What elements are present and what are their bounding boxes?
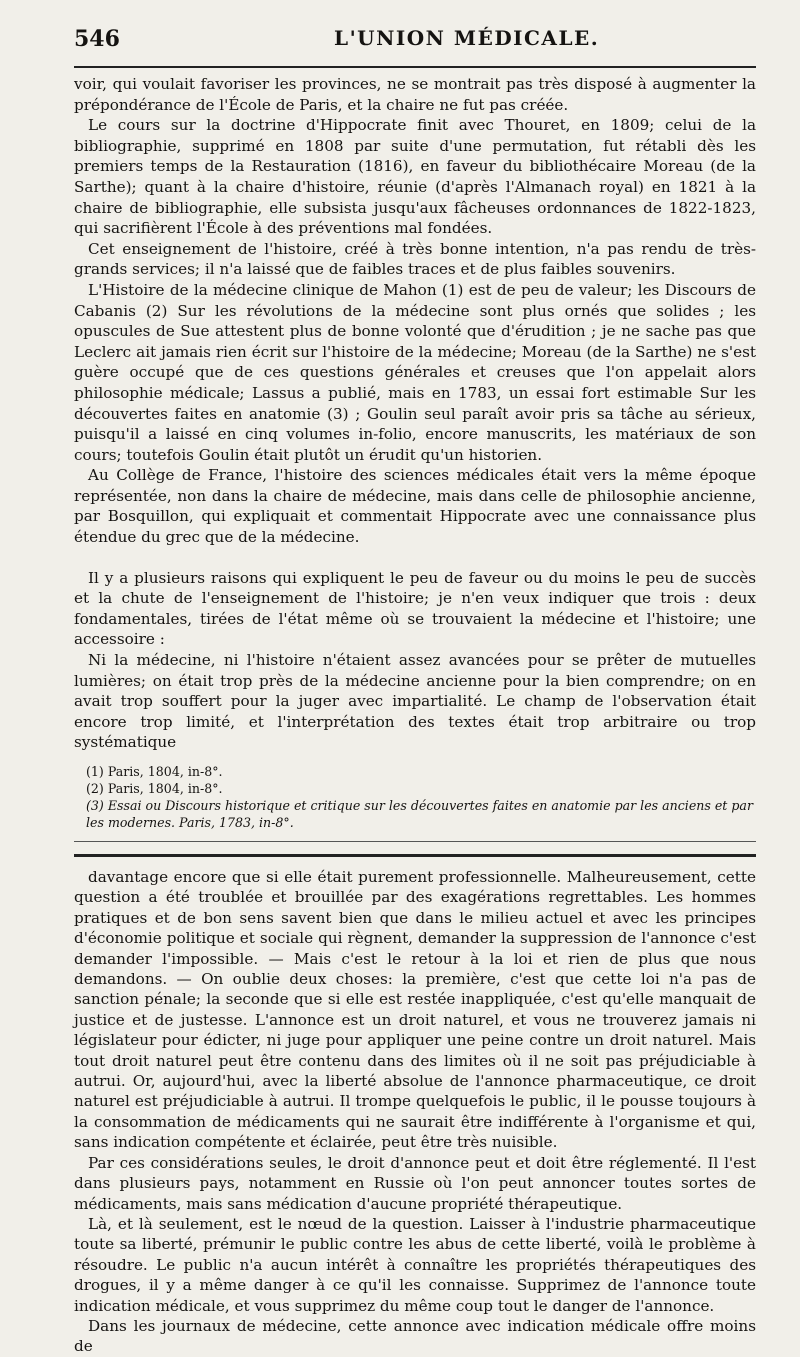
running-head: L'UNION MÉDICALE. bbox=[334, 26, 600, 50]
section-separator bbox=[74, 854, 756, 857]
page-header bbox=[74, 18, 756, 62]
header-rule bbox=[74, 66, 756, 68]
footnote-rule bbox=[74, 841, 756, 842]
footnote: (2) Paris, 1804, in-8°. bbox=[86, 781, 223, 796]
footnote: (1) Paris, 1804, in-8°. bbox=[86, 764, 223, 779]
paragraph: L'Histoire de la médecine clinique de Mahon (1) est de peu de valeur; les Discours de Cabanis (2) Sur les révolutions de la médecine sont plus ornés que solides ; les opuscules de Sue attestent plus de bonne volonté que d'érudition ; je ne sache pas que Leclerc ait jamais rien écrit sur l'histoire de la médecine; Moreau (de la Sarthe) ne s'est guère occupé que de ces questions générales et creuses que l'on appelait alors philosophie médicale; Lassus a publié, mais en 1783, un essai fort estimable Sur les découvertes faites en anatomie (3) ; Goulin seul paraît avoir pris sa tâche au sérieux, puisqu'il a laissé en cinq volumes in-folio, encore manuscrits, les matériaux de son cours; toutefois Goulin était plutôt un érudit qu'un historien. bbox=[74, 280, 756, 464]
paragraph: Là, et là seulement, est le nœud de la question. Laisser à l'industrie pharmaceutique toute sa liberté, prémunir le public contre les abus de cette liberté, voilà le problème à résoudre. Le public n'a aucun intérêt à connaître les propriétés thérapeutiques des drogues, il y a même danger à ce qu'il les connaisse. Supprimez de l'annonce toute indication médicale, et vous supprimez du même coup tout le danger de l'annonce. bbox=[74, 1214, 756, 1315]
paragraph: Cet enseignement de l'histoire, créé à très bonne intention, n'a pas rendu de très-grands services; il n'a laissé que de faibles traces et de plus faibles souvenirs. bbox=[74, 239, 756, 279]
paragraph: voir, qui voulait favoriser les provinces, ne se montrait pas très disposé à augmenter la prépondérance de l'École de Paris, et la chaire ne fut pas créée. bbox=[74, 75, 756, 114]
paragraph: Par ces considérations seules, le droit d'annonce peut et doit être réglementé. Il l'est dans plusieurs pays, notamment en Russie où l'on peut annoncer toutes sortes de médicaments, mais sans médication d'aucune propriété thérapeutique. bbox=[74, 1153, 756, 1213]
paragraph: Ni la médecine, ni l'histoire n'étaient assez avancées pour se prêter de mutuelles lumières; on était trop près de la médecine ancienne pour la bien comprendre; on en avait trop souffert pour la juger avec impartialité. Le champ de l'observation était encore trop limité, et l'interprétation des textes était trop arbitraire ou trop systématique bbox=[74, 651, 756, 752]
paragraph: davantage encore que si elle était purement professionnelle. Malheureusement, cette question a été troublée et brouillée par des exagérations regrettables. Les hommes pratiques et de bon sens savent bien que dans le milieu actuel et avec les principes d'économie politique et sociale qui règnent, demander la suppression de l'annonce c'est demander l'impossible. — Mais c'est le retour à la loi et rien de plus que nous demandons. — On oublie deux choses: la première, c'est que cette loi n'a pas de sanction pénale; la seconde que si elle est restée inappliquée, c'est qu'elle manquait de justice et de justesse. L'annonce est un droit naturel, et vous ne trouverez jamais ni législateur pour édicter, ni juge pour appliquer une peine contre un droit naturel. Mais tout droit naturel peut être contenu dans des limites où il ne soit pas préjudiciable à autrui. Or, aujourd'hui, avec la liberté absolue de l'annonce pharmaceutique, ce droit naturel est préjudiciable à autrui. Il trompe quelquefois le public, il le pousse toujours à la consommation de médicaments qui ne saurait être indifférente à l'organisme et qui, sans indication compétente et éclairée, peut être très nuisible. bbox=[74, 868, 756, 1152]
paragraph: Il y a plusieurs raisons qui expliquent le peu de faveur ou du moins le peu de succès et la chute de l'enseignement de l'histoire; je n'en veux indiquer que trois : deux fondamentales, tirées de l'état même où se trouvaient la médecine et l'histoire; une accessoire : bbox=[74, 568, 756, 649]
paragraph: Au Collège de France, l'histoire des sciences médicales était vers la même époque représentée, non dans la chaire de médecine, mais dans celle de philosophie ancienne, par Bosquillon, qui expliquait et commentait Hippocrate avec une connaissance plus étendue du grec que de la médecine. bbox=[74, 466, 756, 547]
paragraph: Dans les journaux de médecine, cette annonce avec indication médicale offre moins de bbox=[74, 1316, 756, 1356]
page-number: 546 bbox=[74, 26, 120, 52]
paragraph: Le cours sur la doctrine d'Hippocrate finit avec Thouret, en 1809; celui de la bibliographie, supprimé en 1808 par suite d'une permutation, fut rétabli dès les premiers temps de la Restauration (1816), en faveur du bibliothécaire Moreau (de la Sarthe); quant à la chaire d'histoire, réunie (d'après l'Almanach royal) en 1821 à la chaire de bibliographie, elle subsista jusqu'aux fâcheuses ordonnances de 1822-1823, qui sacrifièrent l'École à des préventions mal fondées. bbox=[74, 116, 756, 238]
footnote: (3) Essai ou Discours historique et critique sur les découvertes faites en anatomie par les anciens et par les modernes. Paris, 1783, in-8°. bbox=[86, 798, 753, 830]
section-gap bbox=[74, 548, 756, 568]
footnotes bbox=[74, 763, 756, 831]
